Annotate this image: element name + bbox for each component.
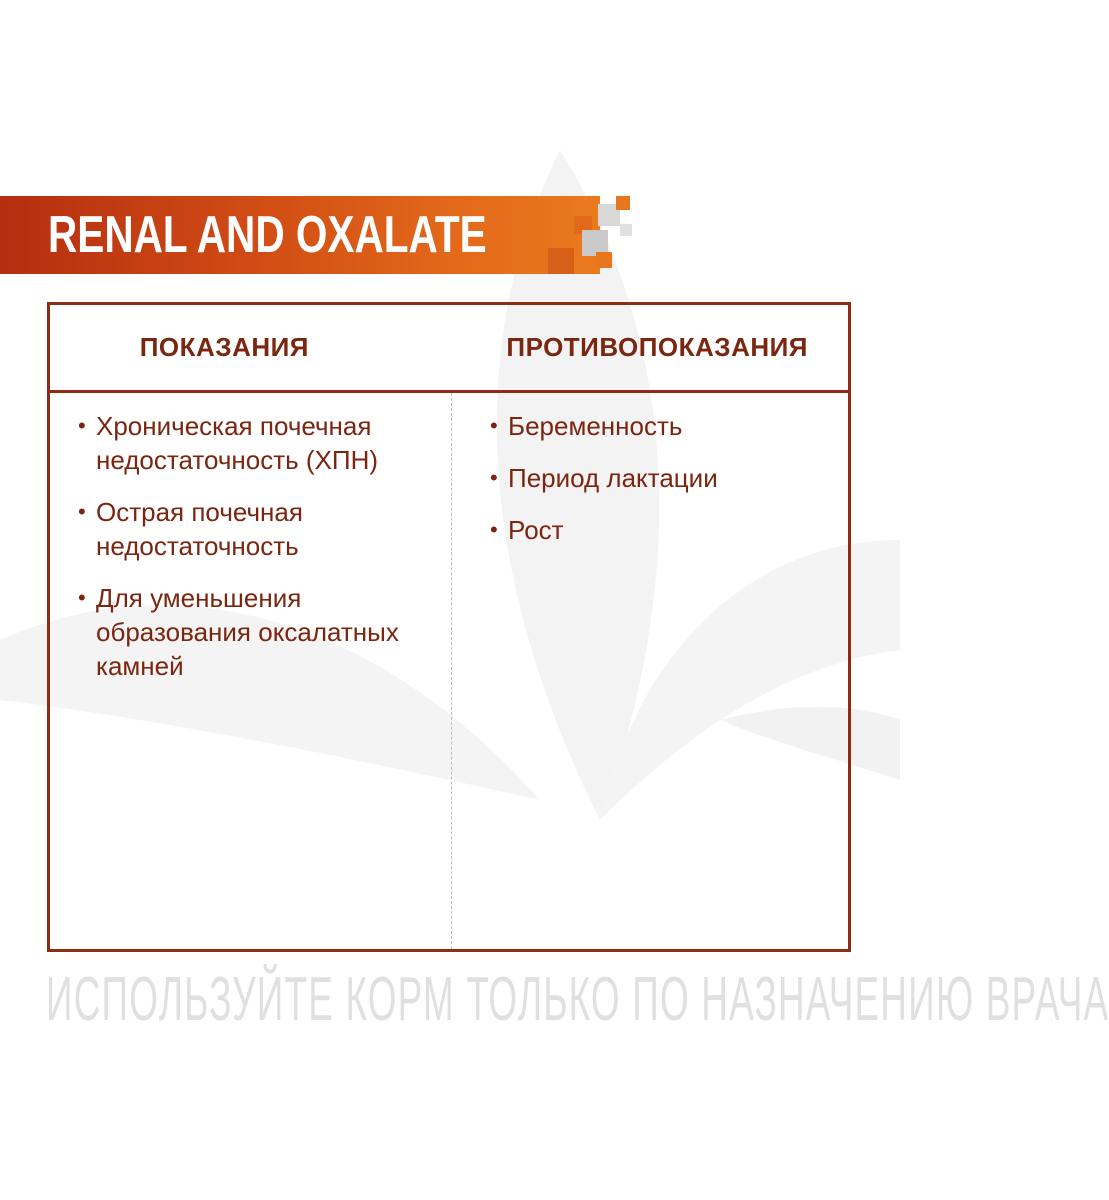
banner-title: RENAL AND OXALATE: [48, 206, 487, 264]
header-indications: ПОКАЗАНИЯ: [139, 332, 309, 362]
bullet: •: [490, 517, 498, 542]
header-contraindications: ПРОТИВОПОКАЗАНИЯ: [506, 332, 808, 362]
list-item: [78, 409, 438, 477]
list-item: [78, 581, 438, 683]
list-item: [78, 495, 438, 563]
bullet: •: [78, 413, 86, 438]
contraindications-list: [490, 409, 830, 565]
contraindication-text: Рост: [508, 515, 564, 545]
indications-table: [47, 302, 851, 952]
cubes-decoration-icon: [540, 190, 640, 280]
indication-text: Для уменьшения образования оксалатных камней: [96, 583, 399, 681]
contraindication-text: Период лактации: [508, 463, 718, 493]
table-header: [50, 305, 848, 393]
bullet: •: [490, 465, 498, 490]
title-banner: [0, 196, 600, 274]
contraindication-text: Беременность: [508, 411, 683, 441]
column-divider: [451, 393, 452, 949]
list-item: [490, 513, 830, 547]
indication-text: Хроническая почечная недостаточность (ХПН): [96, 411, 379, 475]
bullet: •: [78, 585, 86, 610]
footer-notice: ИСПОЛЬЗУЙТЕ КОРМ ТОЛЬКО ПО НАЗНАЧЕНИЮ ВРАЧА: [46, 965, 1109, 1034]
bullet: •: [78, 499, 86, 524]
list-item: [490, 461, 830, 495]
indications-list: [78, 409, 438, 701]
bullet: •: [490, 413, 498, 438]
list-item: [490, 409, 830, 443]
indication-text: Острая почечная недостаточность: [96, 497, 303, 561]
